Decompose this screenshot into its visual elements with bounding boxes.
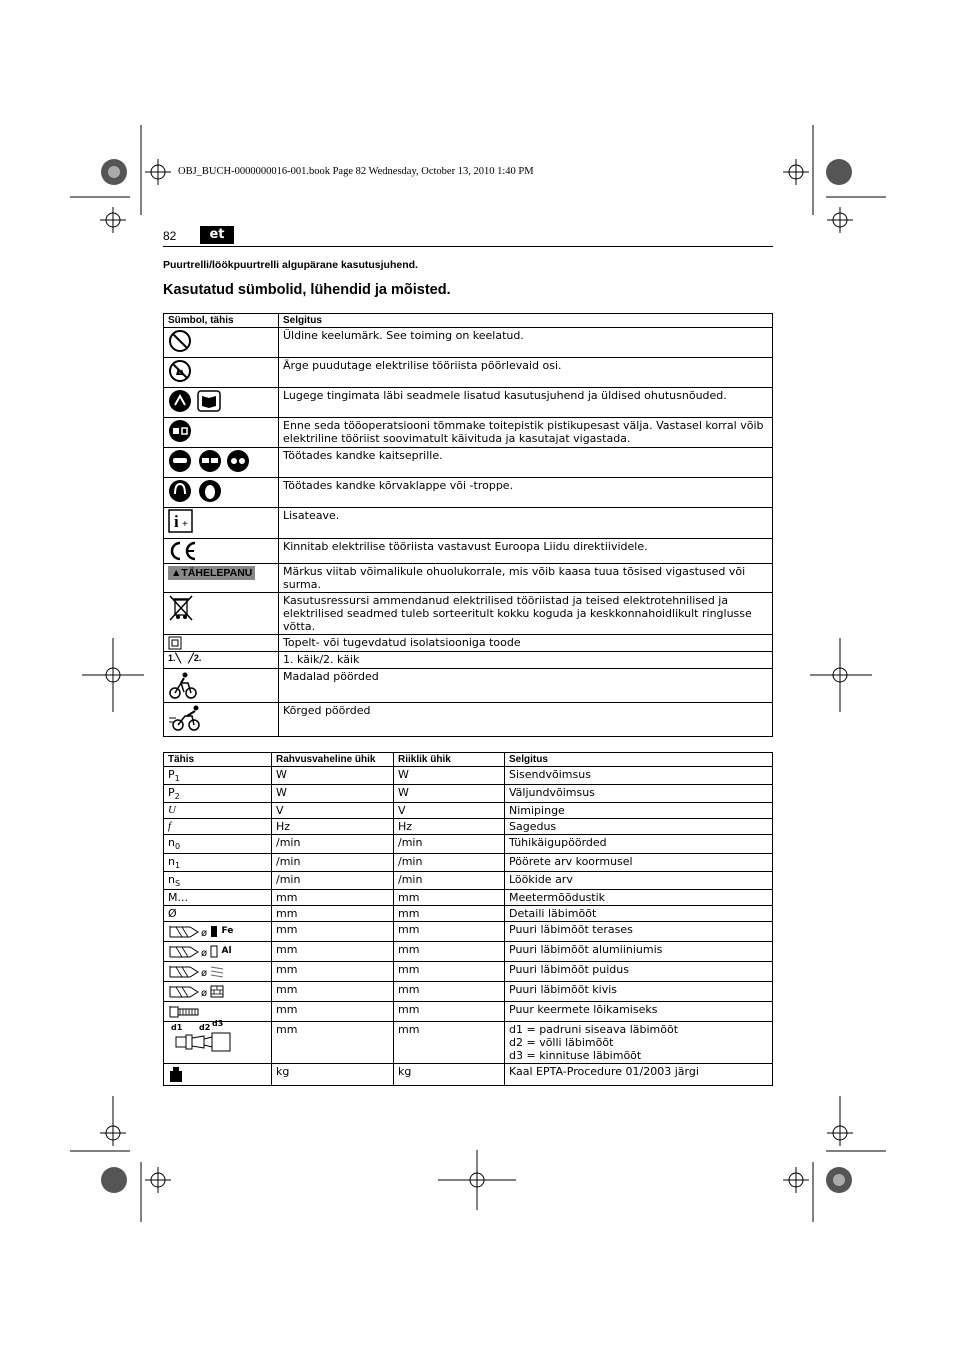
- tap-icon: [168, 1003, 202, 1019]
- international-unit: mm: [272, 941, 394, 961]
- symbol-description: Kinnitab elektrilise tööriista vastavust Euroopa Liidu direktiividele.: [279, 539, 773, 564]
- warning-triangle-icon: ▲: [171, 567, 182, 579]
- unit-description: Sagedus: [505, 819, 773, 835]
- table-row: [164, 593, 773, 635]
- table-row: [164, 981, 773, 1001]
- column-header: Selgitus: [505, 753, 773, 767]
- low-speed-icon: [168, 670, 198, 700]
- unit-symbol: Ø: [164, 905, 272, 921]
- unit-description: Löökide arv: [505, 871, 773, 889]
- high-speed-icon: [168, 704, 204, 732]
- warning-badge: ▲TÄHELEPANU: [168, 566, 255, 580]
- symbol-description: Töötades kandke kõrvaklappe või -troppe.: [279, 478, 773, 508]
- unit-description: Puuri läbimõõt terases: [505, 921, 773, 941]
- table-row: [164, 803, 773, 819]
- national-unit: W: [394, 785, 505, 803]
- international-unit: mm: [272, 1001, 394, 1021]
- national-unit: W: [394, 767, 505, 785]
- column-header: Riiklik ühik: [394, 753, 505, 767]
- national-unit: /min: [394, 871, 505, 889]
- international-unit: /min: [272, 871, 394, 889]
- table-header-row: [164, 753, 773, 767]
- national-unit: mm: [394, 1021, 505, 1063]
- table-row: [164, 1001, 773, 1021]
- international-unit: /min: [272, 853, 394, 871]
- international-unit: mm: [272, 921, 394, 941]
- national-unit: mm: [394, 889, 505, 905]
- national-unit: /min: [394, 835, 505, 853]
- table-row: [164, 889, 773, 905]
- unit-description: Nimipinge: [505, 803, 773, 819]
- ce-mark-icon: [168, 540, 198, 562]
- national-unit: Hz: [394, 819, 505, 835]
- international-unit: W: [272, 785, 394, 803]
- table-row: [164, 819, 773, 835]
- unit-symbol: $P_2$: [164, 785, 272, 803]
- unit-symbol: f: [164, 819, 272, 835]
- table-row: [164, 418, 773, 448]
- national-unit: mm: [394, 1001, 505, 1021]
- table-row: [164, 1021, 773, 1063]
- national-unit: mm: [394, 961, 505, 981]
- description-line: d3 = kinnituse läbimõõt: [509, 1048, 642, 1062]
- symbol-description: Kõrged pöörded: [279, 703, 773, 737]
- table-row: [164, 703, 773, 737]
- unit-description: Tühikäigupöörded: [505, 835, 773, 853]
- unit-symbol: U: [164, 803, 272, 819]
- international-unit: mm: [272, 1021, 394, 1063]
- unit-description: Kaal EPTA-Procedure 01/2003 järgi: [505, 1063, 773, 1085]
- symbol-description: Topelt- või tugevdatud isolatsiooniga toode: [279, 635, 773, 652]
- column-header: Rahvusvaheline ühik: [272, 753, 394, 767]
- national-unit: V: [394, 803, 505, 819]
- table-row: [164, 328, 773, 358]
- dimension-label-d2: d2: [199, 1022, 211, 1032]
- national-unit: mm: [394, 921, 505, 941]
- svg-text:ø: ø: [201, 987, 208, 999]
- material-label: Fe: [221, 925, 234, 936]
- international-unit: Hz: [272, 819, 394, 835]
- svg-text:ø: ø: [201, 967, 208, 979]
- table-row: [164, 388, 773, 418]
- dimension-label-d1: d1: [171, 1022, 183, 1032]
- svg-text:ø: ø: [201, 927, 208, 939]
- read-manual-icon: [168, 389, 222, 413]
- national-unit: kg: [394, 1063, 505, 1085]
- unit-description: Puuri läbimõõt puidus: [505, 961, 773, 981]
- unit-symbol: $P_1$: [164, 767, 272, 785]
- table-row: [164, 478, 773, 508]
- unit-description: Sisendvõimsus: [505, 767, 773, 785]
- ear-protection-icon: [168, 479, 224, 503]
- svg-text:ø: ø: [201, 947, 208, 959]
- table-row: [164, 564, 773, 593]
- international-unit: W: [272, 767, 394, 785]
- table-row: [164, 871, 773, 889]
- gear-1-2-icon: 1.╲ ╱2.: [168, 653, 202, 663]
- table-row: [164, 961, 773, 981]
- svg-text:+: +: [182, 519, 188, 530]
- manual-subtitle: Puurtrelli/löökpuurtrelli algupärane kasutusjuhend.: [163, 259, 418, 271]
- unit-symbol: $n_1$: [164, 853, 272, 871]
- symbol-description: Lugege tingimata läbi seadmele lisatud kasutusjuhend ja üldised ohutusnõuded.: [279, 388, 773, 418]
- table-row: [164, 358, 773, 388]
- language-badge: et: [200, 226, 234, 244]
- unit-description: [505, 1021, 773, 1063]
- units-table: [163, 752, 773, 1086]
- national-unit: mm: [394, 981, 505, 1001]
- drill-steel-icon: [168, 923, 218, 939]
- unit-description: Puuri läbimõõt alumiiniumis: [505, 941, 773, 961]
- unit-description: Väljundvõimsus: [505, 785, 773, 803]
- section-heading: Kasutatud sümbolid, lühendid ja mõisted.: [163, 282, 451, 298]
- drill-masonry-icon: [168, 983, 228, 999]
- svg-text:i: i: [174, 512, 179, 531]
- international-unit: mm: [272, 905, 394, 921]
- table-row: [164, 853, 773, 871]
- table-row: [164, 1063, 773, 1085]
- table-row: [164, 448, 773, 478]
- symbol-description: Märkus viitab võimalikule ohuolukorrale, mis võib kaasa tuua tõsised vigastused või surma.: [279, 564, 773, 593]
- national-unit: mm: [394, 941, 505, 961]
- column-header: Sümbol, tähis: [164, 314, 279, 328]
- prohibition-icon: [168, 329, 192, 353]
- unit-description: Detaili läbimõõt: [505, 905, 773, 921]
- table-row: [164, 635, 773, 652]
- international-unit: kg: [272, 1063, 394, 1085]
- unit-symbol: $n_0$: [164, 835, 272, 853]
- weee-bin-icon: [168, 594, 194, 622]
- symbol-description: Kasutusressursi ammendanud elektrilised tööriistad ja teised elektrotehnilised ja elektrilised seadmed tuleb sorteeritult kokku koguda ja keskkonnahoidlikult ringlusse võtta.: [279, 593, 773, 635]
- table-row: [164, 941, 773, 961]
- dimension-label-d3: d3: [212, 1018, 224, 1028]
- symbol-description: Töötades kandke kaitseprille.: [279, 448, 773, 478]
- column-header: Tähis: [164, 753, 272, 767]
- unit-description: Meetermõõdustik: [505, 889, 773, 905]
- unplug-icon: [168, 419, 192, 443]
- table-header-row: [164, 314, 773, 328]
- table-row: [164, 905, 773, 921]
- unit-symbol: $n_S$: [164, 871, 272, 889]
- table-row: [164, 785, 773, 803]
- print-info-line: OBJ_BUCH-0000000016-001.book Page 82 Wednesday, October 13, 2010 1:40 PM: [178, 166, 534, 177]
- table-row: [164, 652, 773, 669]
- international-unit: mm: [272, 889, 394, 905]
- symbols-table: [163, 313, 773, 737]
- symbol-description: 1. käik/2. käik: [279, 652, 773, 669]
- symbol-description: Üldine keelumärk. See toiming on keelatud.: [279, 328, 773, 358]
- international-unit: mm: [272, 961, 394, 981]
- header-rule: [163, 246, 773, 247]
- table-row: [164, 539, 773, 564]
- do-not-touch-icon: [168, 359, 192, 383]
- page-number: 82: [163, 229, 177, 243]
- unit-description: Puur keermete lõikamiseks: [505, 1001, 773, 1021]
- unit-symbol: M...: [164, 889, 272, 905]
- unit-description: Pöörete arv koormusel: [505, 853, 773, 871]
- info-icon: [168, 509, 194, 533]
- material-label: Al: [221, 945, 232, 956]
- table-row: [164, 669, 773, 703]
- double-insulation-icon: [168, 636, 182, 650]
- weight-icon: [168, 1065, 184, 1083]
- symbol-description: Ärge puudutage elektrilise tööriista pöörlevaid osi.: [279, 358, 773, 388]
- international-unit: V: [272, 803, 394, 819]
- table-row: [164, 767, 773, 785]
- symbol-description: Enne seda tööoperatsiooni tõmmake toitepistik pistikupesast välja. Vastasel korral võib elektriline tööriist soovimatult käivituda ja kasutajat vigastada.: [279, 418, 773, 448]
- description-line: d2 = võlli läbimõõt: [509, 1035, 614, 1049]
- symbol-description: Lisateave.: [279, 508, 773, 539]
- chuck-dimensions-icon: [168, 1018, 234, 1053]
- national-unit: /min: [394, 853, 505, 871]
- national-unit: mm: [394, 905, 505, 921]
- symbol-description: Madalad pöörded: [279, 669, 773, 703]
- drill-aluminium-icon: [168, 943, 218, 959]
- table-row: [164, 508, 773, 539]
- international-unit: mm: [272, 981, 394, 1001]
- safety-goggles-icon: [168, 449, 250, 473]
- international-unit: /min: [272, 835, 394, 853]
- table-row: [164, 835, 773, 853]
- table-row: [164, 921, 773, 941]
- unit-description: Puuri läbimõõt kivis: [505, 981, 773, 1001]
- description-line: d1 = padruni siseava läbimõõt: [509, 1022, 679, 1036]
- column-header: Selgitus: [279, 314, 773, 328]
- drill-wood-icon: [168, 963, 228, 979]
